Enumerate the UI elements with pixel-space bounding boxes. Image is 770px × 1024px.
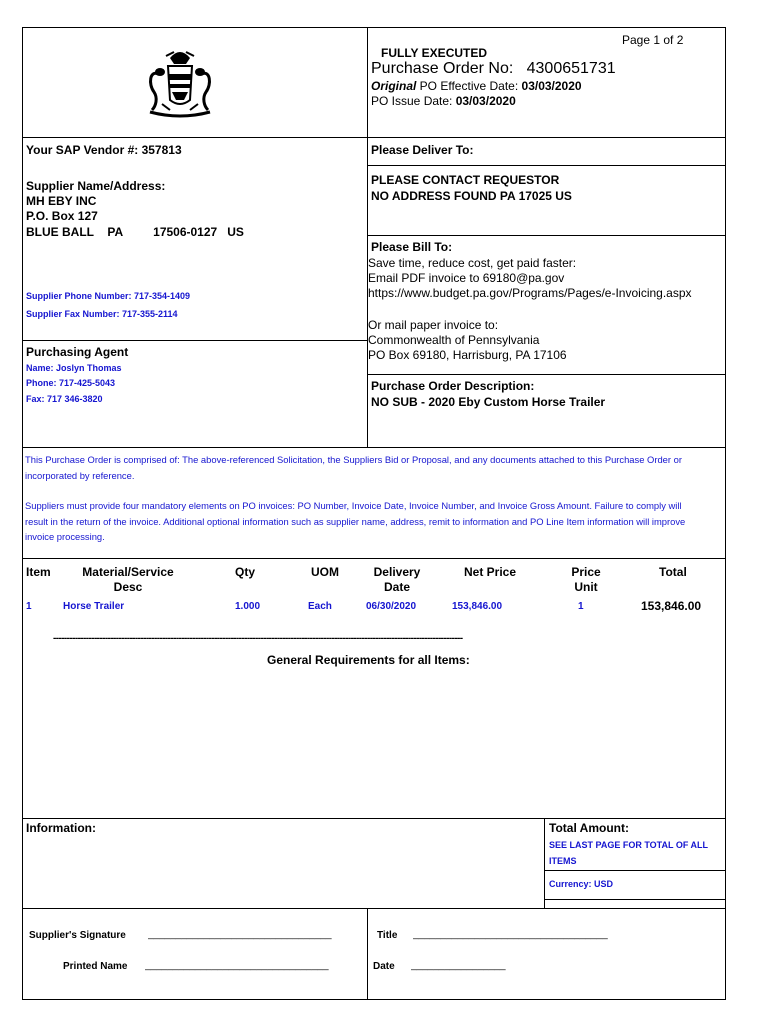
pennsylvania-seal-icon xyxy=(140,44,220,124)
row-delivery: 06/30/2020 xyxy=(366,601,417,612)
effective-date-line xyxy=(371,79,582,93)
sap-vendor: Your SAP Vendor #: 357813 xyxy=(26,143,182,157)
col-delivery-header: Delivery Date xyxy=(373,565,421,594)
supplier-state: PA xyxy=(107,225,124,239)
supplier-country: US xyxy=(227,225,244,239)
supplier-zip: 17506-0127 xyxy=(153,225,218,239)
row-total: 153,846.00 xyxy=(641,599,702,613)
title-label: Title xyxy=(377,930,398,941)
date-label: Date xyxy=(373,961,395,972)
row-item: 1 xyxy=(26,601,32,612)
bill-to-label: Please Bill To: xyxy=(371,240,453,254)
issue-label: PO Issue Date: xyxy=(371,94,456,108)
col-price-unit-header: Price Unit xyxy=(571,565,601,594)
row-net: 153,846.00 xyxy=(452,601,503,612)
supplier-city-line xyxy=(26,225,244,239)
col-qty-header: Qty xyxy=(235,565,256,579)
separator-dashes: ------------------------------------------------------------------------------------------------------------------------------------------------------ xyxy=(53,633,463,644)
notice-paragraph-2: Suppliers must provide four mandatory elements on PO invoices: PO Number, Invoice Date, Invoice Number, and Invoice Gross Amount. Failure to comply will result in the return of the invoice. Additional optional information such as supplier name, address, remit to information and PO Line Item information will improve invoice processing. xyxy=(25,500,686,542)
page-number: Page 1 of 2 xyxy=(622,33,684,47)
printed-name-label: Printed Name xyxy=(63,961,128,972)
total-amount-label: Total Amount: xyxy=(549,821,629,835)
deliver-to-label: Please Deliver To: xyxy=(371,143,474,157)
status-label: FULLY EXECUTED xyxy=(381,46,488,60)
col-net-header: Net Price xyxy=(464,565,517,579)
agent-fax: Fax: 717 346-3820 xyxy=(26,394,103,404)
effective-label: PO Effective Date: xyxy=(416,79,522,93)
general-requirements-label: General Requirements for all Items: xyxy=(267,653,470,667)
bill-line3: https://www.budget.pa.gov/Programs/Pages/e-Invoicing.aspx xyxy=(368,286,692,300)
col-total-header: Total xyxy=(659,565,687,579)
issue-date-line xyxy=(371,94,516,108)
information-label: Information: xyxy=(26,821,96,835)
supplier-city: BLUE BALL xyxy=(26,225,94,239)
row-uom: Each xyxy=(308,601,332,612)
supplier-fax: Supplier Fax Number: 717-355-2114 xyxy=(26,309,178,319)
notice-paragraph-1: This Purchase Order is comprised of: The above-referenced Solicitation, the Suppliers Bid or Proposal, and any documents attached to this Purchase Order or incorporated by reference. xyxy=(25,454,682,481)
deliver-line1: PLEASE CONTACT REQUESTOR xyxy=(371,173,560,187)
supplier-name-label: Supplier Name/Address: xyxy=(26,179,166,193)
po-description-label: Purchase Order Description: xyxy=(371,379,535,393)
supplier-name: MH EBY INC xyxy=(26,194,97,208)
po-description-text: NO SUB - 2020 Eby Custom Horse Trailer xyxy=(371,395,606,409)
bill-line1: Save time, reduce cost, get paid faster: xyxy=(368,256,577,270)
col-material-header: Material/Service Desc xyxy=(82,565,174,594)
bill-line4: Or mail paper invoice to: xyxy=(368,318,499,332)
row-price-unit: 1 xyxy=(578,601,584,612)
date-field[interactable]: _________________ xyxy=(411,960,506,971)
row-material: Horse Trailer xyxy=(63,601,125,612)
bill-line5: Commonwealth of Pennsylvania xyxy=(368,333,540,347)
printed-name-field[interactable]: _________________________________ xyxy=(145,960,329,971)
bill-line2: Email PDF invoice to 69180@pa.gov xyxy=(368,271,565,285)
row-qty: 1.000 xyxy=(235,601,261,612)
supplier-address: P.O. Box 127 xyxy=(26,209,98,223)
po-number-line xyxy=(371,60,616,78)
purchasing-agent-label: Purchasing Agent xyxy=(26,345,129,359)
po-number: 4300651731 xyxy=(526,60,616,77)
agent-name: Name: Joslyn Thomas xyxy=(26,363,122,373)
col-uom-header: UOM xyxy=(311,565,339,579)
po-label: Purchase Order No: xyxy=(371,60,514,77)
supplier-signature-label: Supplier's Signature xyxy=(29,930,126,941)
effective-prefix: Original xyxy=(371,79,417,93)
supplier-signature-field[interactable]: _________________________________ xyxy=(148,929,332,940)
deliver-line2: NO ADDRESS FOUND PA 17025 US xyxy=(371,189,572,203)
effective-date: 03/03/2020 xyxy=(521,79,582,93)
supplier-phone: Supplier Phone Number: 717-354-1409 xyxy=(26,291,191,301)
issue-date: 03/03/2020 xyxy=(455,94,516,108)
agent-phone: Phone: 717-425-5043 xyxy=(26,378,116,388)
title-field[interactable]: ___________________________________ xyxy=(413,929,608,940)
total-amount-note: SEE LAST PAGE FOR TOTAL OF ALL ITEMS xyxy=(549,840,708,866)
bill-line6: PO Box 69180, Harrisburg, PA 17106 xyxy=(368,348,567,362)
currency: Currency: USD xyxy=(549,879,614,889)
col-item-header: Item xyxy=(26,565,51,579)
